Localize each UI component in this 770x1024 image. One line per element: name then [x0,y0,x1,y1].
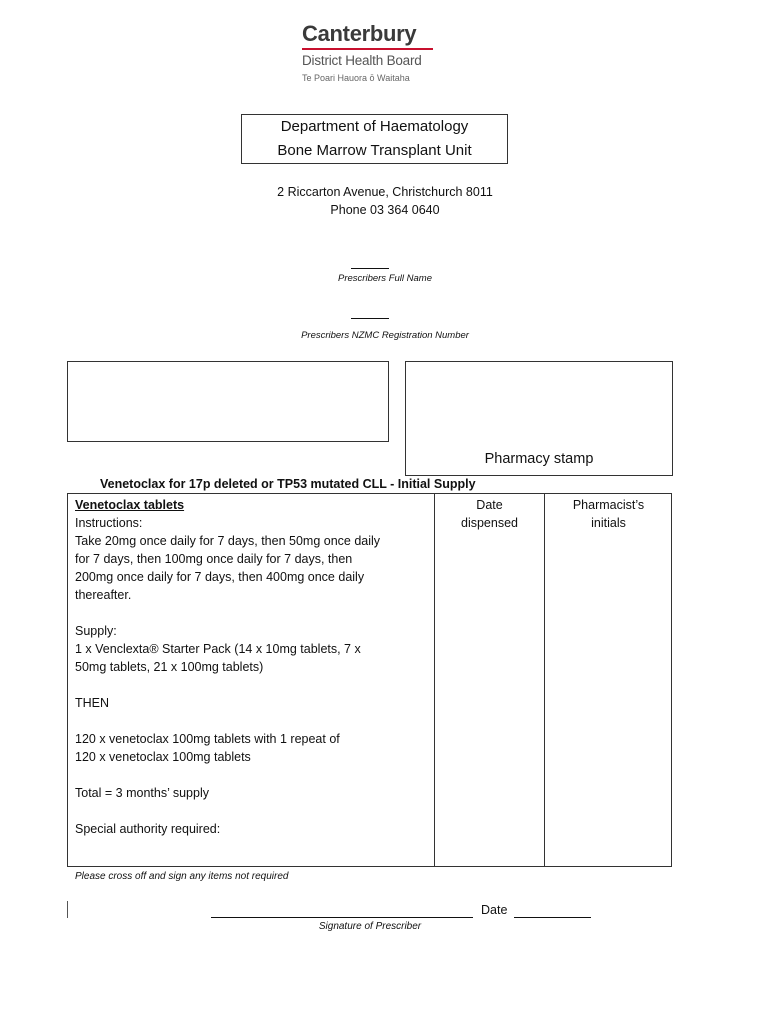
unit-name: Bone Marrow Transplant Unit [277,142,472,159]
date-dispensed-header: Date [476,498,503,512]
pharmacy-stamp-box[interactable] [405,361,673,476]
street-address: 2 Riccarton Avenue, Christchurch 8011 [277,185,493,199]
column-divider [544,494,545,866]
repeat-line: 120 x venetoclax 100mg tablets [75,750,251,764]
signature-line[interactable] [211,917,473,918]
instruction-line: for 7 days, then 100mg once daily for 7 days, then [75,552,353,566]
signature-label: Signature of Prescriber [318,921,422,932]
then-label: THEN [75,696,110,710]
date-dispensed-header: dispensed [461,516,518,530]
special-authority: Special authority required: [75,822,221,836]
cdhb-logo [302,22,452,84]
logo-title: Canterbury [302,21,417,46]
repeat-line: 120 x venetoclax 100mg tablets with 1 repeat of [75,732,340,746]
department-box [241,114,508,164]
prescriber-name-line[interactable] [351,268,389,269]
address-block [0,183,770,219]
pharmacy-stamp-label: Pharmacy stamp [484,451,594,467]
logo-maori-name: Te Poari Hauora ō Waitaha [302,73,410,83]
margin-mark [67,901,68,918]
cross-off-note: Please cross off and sign any items not required [75,871,289,882]
instruction-line: Take 20mg once daily for 7 days, then 50mg once daily [75,534,381,548]
instructions-label: Instructions: [75,516,143,530]
prescription-table [67,493,672,867]
logo-subtitle: District Health Board [302,53,422,68]
total-supply: Total = 3 months’ supply [75,786,209,800]
prescription-title: Venetoclax for 17p deleted or TP53 mutated CLL - Initial Supply [100,477,476,491]
prescription-details-cell [75,496,427,838]
column-divider [434,494,435,866]
pharmacist-initials-header: Pharmacist’s [572,498,645,512]
department-name: Department of Haematology [280,118,469,135]
date-dispensed-column[interactable] [435,496,544,532]
nzmc-number-label: Prescribers NZMC Registration Number [301,330,469,341]
product-heading: Venetoclax tablets [75,498,185,512]
logo-red-rule [302,48,433,50]
date-line[interactable] [514,917,591,918]
nzmc-number-line[interactable] [351,318,389,319]
pharmacist-initials-header: initials [591,516,626,530]
phone-number: Phone 03 364 0640 [330,203,440,217]
prescriber-details-box[interactable] [67,361,389,442]
instruction-line: 200mg once daily for 7 days, then 400mg once daily [75,570,365,584]
supply-label: Supply: [75,624,117,638]
supply-line: 50mg tablets, 21 x 100mg tablets) [75,660,264,674]
pharmacist-initials-column[interactable] [545,496,672,532]
supply-line: 1 x Venclexta® Starter Pack (14 x 10mg tablets, 7 x [75,642,361,656]
instruction-line: thereafter. [75,588,132,602]
date-label: Date [481,903,508,917]
prescriber-name-label: Prescribers Full Name [338,273,432,284]
